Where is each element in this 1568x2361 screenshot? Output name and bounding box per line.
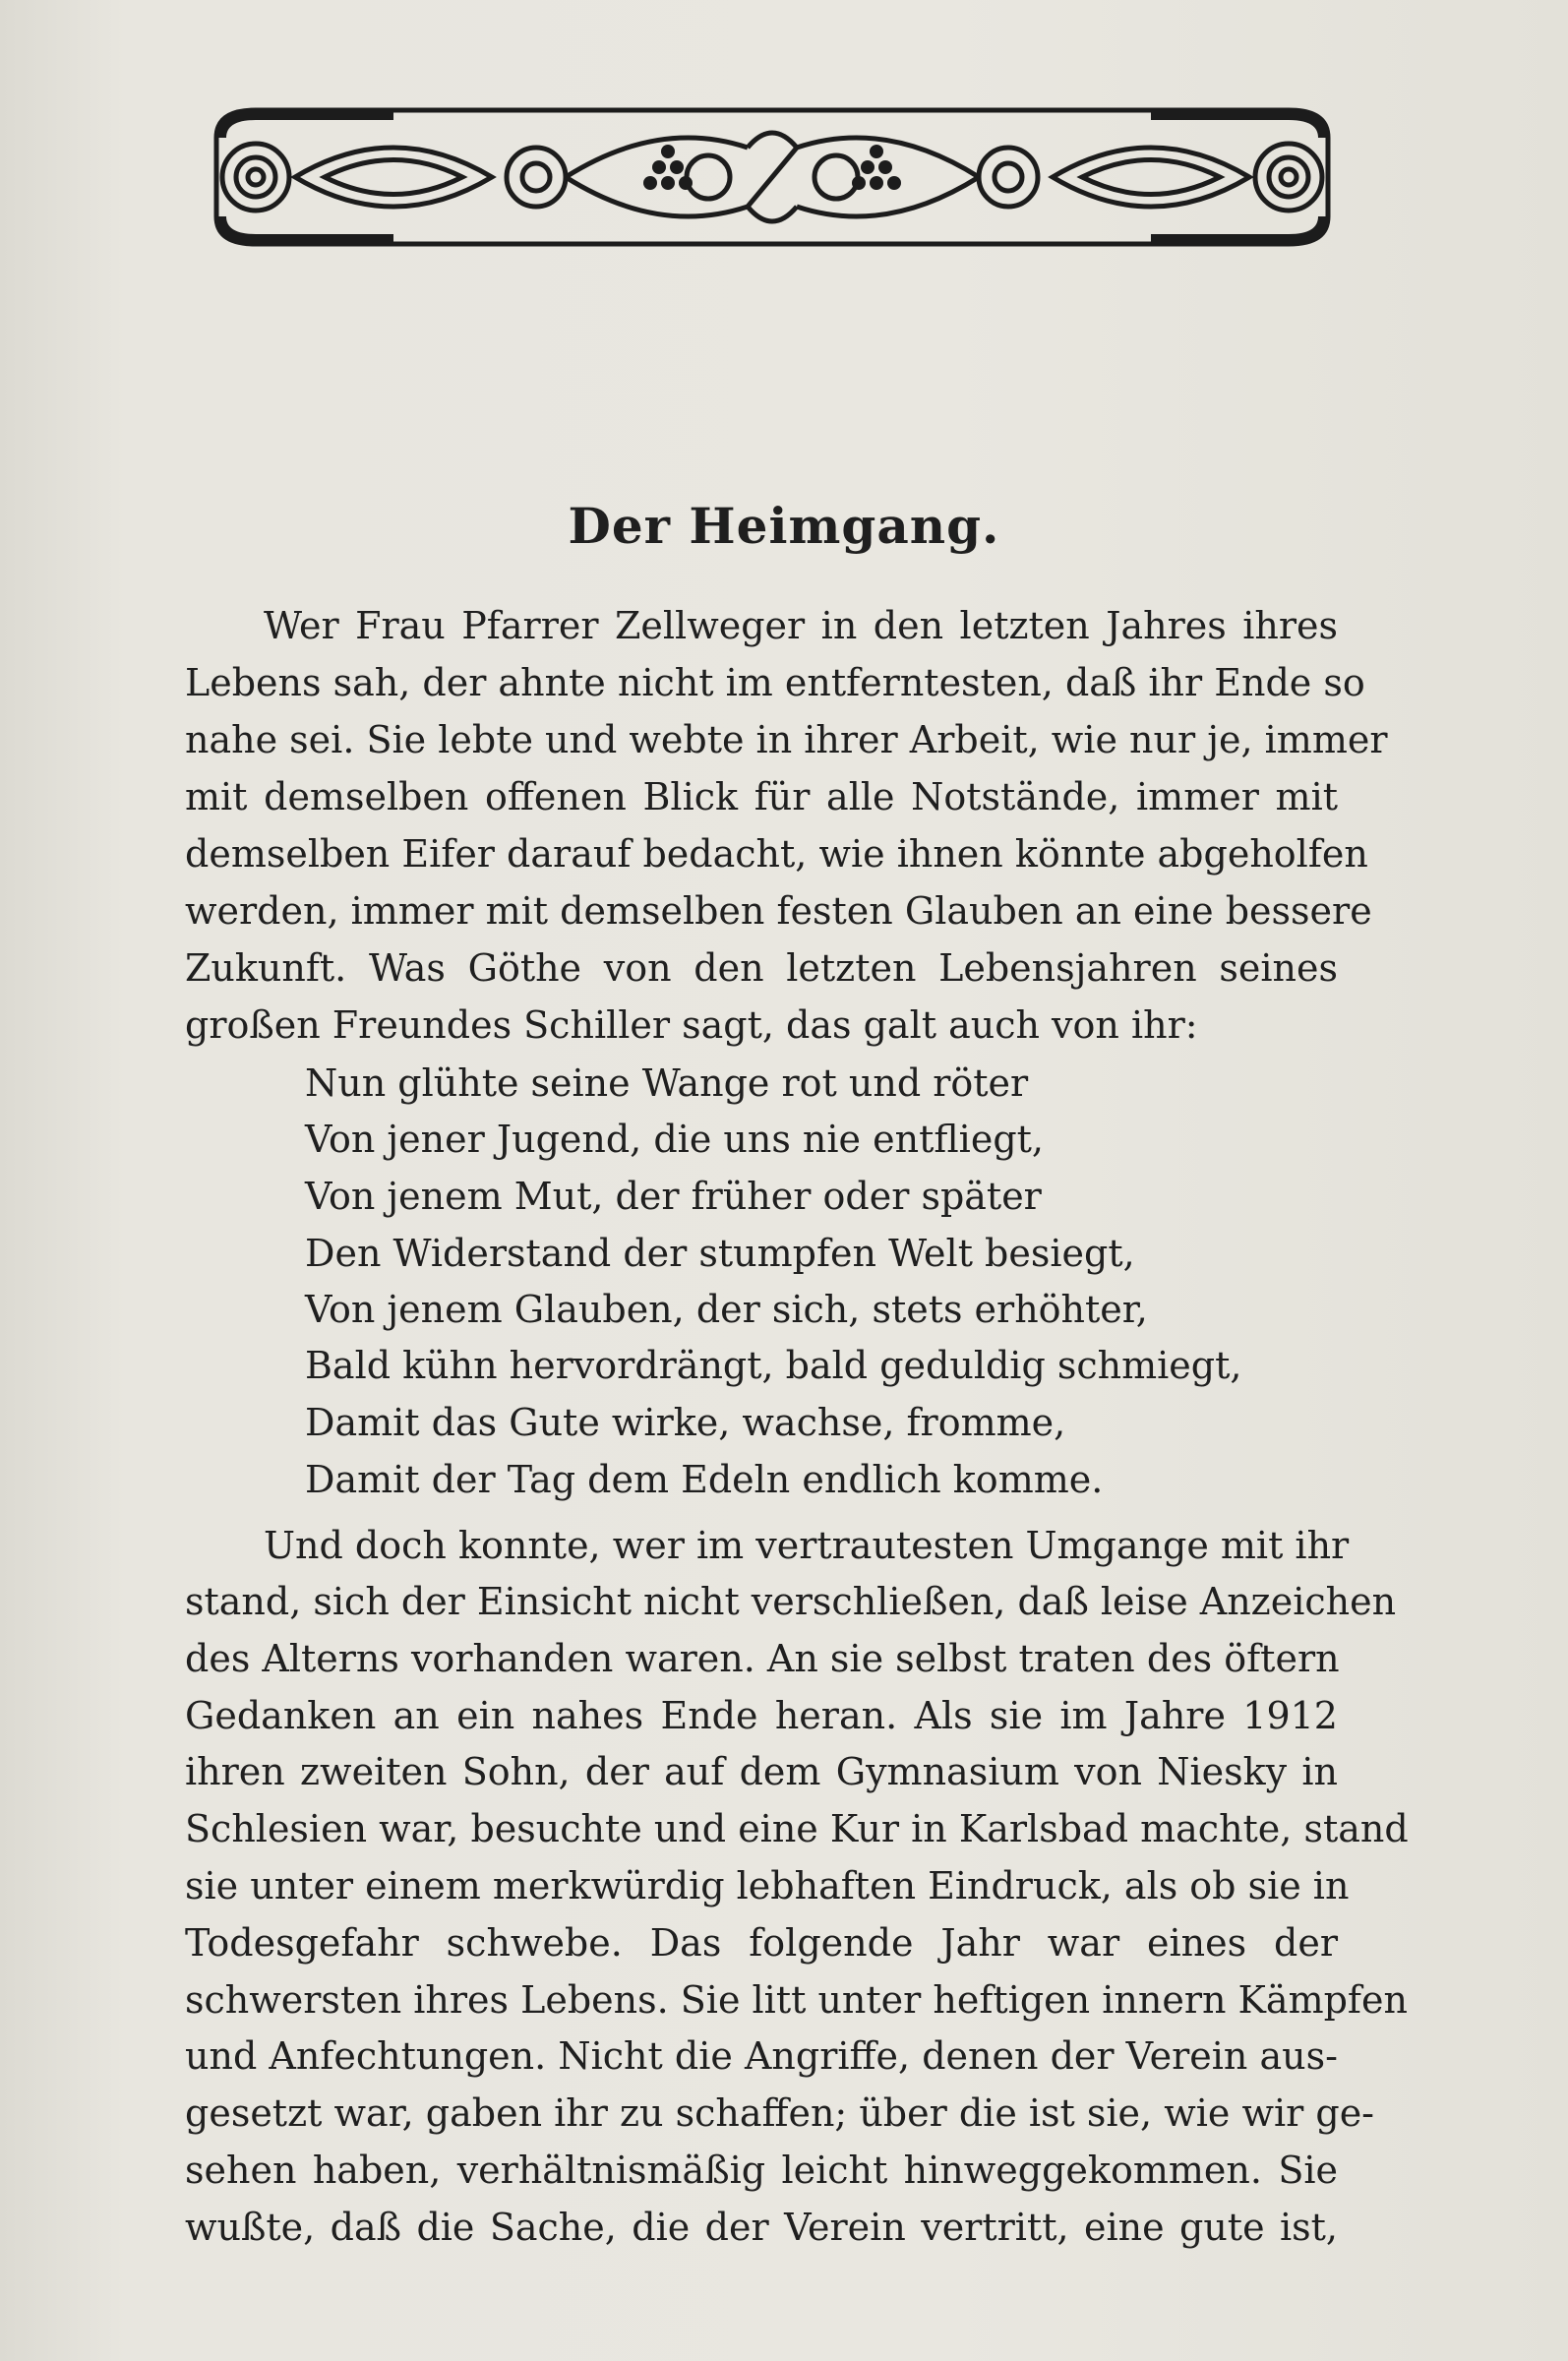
poem-line: Den Widerstand der stumpfen Welt besiegt, bbox=[305, 1232, 1135, 1275]
ornament-icon bbox=[197, 98, 1348, 256]
text-line: Zukunft. Was Göthe von den letzten Lebensjahren seines bbox=[185, 946, 1338, 990]
text-line: demselben Eifer darauf bedacht, wie ihnen könnte abgeholfen bbox=[185, 832, 1368, 876]
text-line: werden, immer mit demselben festen Glauben an eine bessere bbox=[185, 889, 1372, 933]
text-line: mit demselben offenen Blick für alle Notstände, immer mit bbox=[185, 775, 1338, 818]
text-line: und Anfechtungen. Nicht die Angriffe, denen der Verein aus- bbox=[185, 2034, 1338, 2078]
text-line: Lebens sah, der ahnte nicht im entferntesten, daß ihr Ende so bbox=[185, 661, 1365, 704]
text-line: Todesgefahr schwebe. Das folgende Jahr war eines der bbox=[185, 1921, 1338, 1965]
text-line: Und doch konnte, wer im vertrautesten Umgange mit ihr bbox=[264, 1524, 1350, 1567]
chapter-title: Der Heimgang. bbox=[568, 497, 1000, 555]
text-line: des Alterns vorhanden waren. An sie selbst traten des öftern bbox=[185, 1637, 1340, 1680]
text-line: großen Freundes Schiller sagt, das galt auch von ihr: bbox=[185, 1003, 1198, 1047]
poem-line: Damit das Gute wirke, wachse, fromme, bbox=[305, 1401, 1066, 1444]
text-line: stand, sich der Einsicht nicht verschließen, daß leise Anzeichen bbox=[185, 1580, 1397, 1623]
text-line: ihren zweiten Sohn, der auf dem Gymnasium von Niesky in bbox=[185, 1750, 1338, 1793]
text-line: sie unter einem merkwürdig lebhaften Eindruck, als ob sie in bbox=[185, 1864, 1350, 1907]
poem-line: Von jener Jugend, die uns nie entfliegt, bbox=[305, 1118, 1045, 1161]
text-line: Schlesien war, besuchte und eine Kur in Karlsbad machte, stand bbox=[185, 1807, 1409, 1850]
poem-line: Bald kühn hervordrängt, bald geduldig schmiegt, bbox=[305, 1344, 1242, 1387]
text-line: Wer Frau Pfarrer Zellweger in den letzten Jahres ihres bbox=[264, 604, 1338, 647]
text-line: Gedanken an ein nahes Ende heran. Als sie im Jahre 1912 bbox=[185, 1694, 1338, 1737]
poem-line: Von jenem Glauben, der sich, stets erhöhter, bbox=[305, 1288, 1148, 1331]
text-line: sehen haben, verhältnismäßig leicht hinweggekommen. Sie bbox=[185, 2149, 1338, 2192]
text-line: gesetzt war, gaben ihr zu schaffen; über die ist sie, wie wir ge- bbox=[185, 2091, 1375, 2135]
text-line: wußte, daß die Sache, die der Verein vertritt, eine gute ist, bbox=[185, 2206, 1338, 2249]
poem-line: Damit der Tag dem Edeln endlich komme. bbox=[305, 1458, 1104, 1501]
text-line: nahe sei. Sie lebte und webte in ihrer Arbeit, wie nur je, immer bbox=[185, 718, 1388, 761]
poem-line: Von jenem Mut, der früher oder später bbox=[305, 1175, 1042, 1218]
text-line: schwersten ihres Lebens. Sie litt unter heftigen innern Kämpfen bbox=[185, 1978, 1408, 2022]
poem-line: Nun glühte seine Wange rot und röter bbox=[305, 1061, 1029, 1105]
